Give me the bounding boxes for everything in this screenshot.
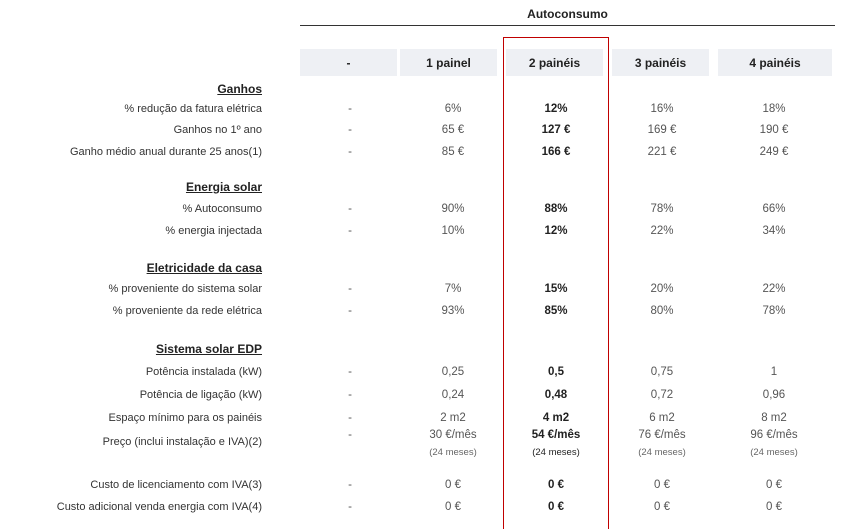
table-cell: 12% — [544, 103, 568, 115]
table-cell: - — [348, 501, 352, 513]
table-cell: 127 € — [541, 124, 571, 136]
row-label: Ganhos no 1º ano — [173, 124, 262, 136]
table-cell: 6% — [444, 103, 462, 115]
table-cell: 18% — [762, 103, 786, 115]
row-label: % energia injectada — [165, 225, 262, 237]
row-label: Potência de ligação (kW) — [139, 389, 262, 401]
table-cell-note: (24 meses) — [750, 447, 798, 458]
table-cell: 88% — [544, 203, 568, 215]
table-cell: 85 € — [441, 146, 465, 158]
table-cell: 90% — [441, 203, 465, 215]
table-cell: 66% — [762, 203, 786, 215]
table-cell: 0 € — [445, 479, 461, 491]
column-header-label: - — [346, 56, 351, 70]
table-cell: 12% — [544, 225, 568, 237]
table-cell-note: (24 meses) — [429, 447, 477, 458]
table-cell: 34% — [762, 225, 786, 237]
table-cell: 78% — [762, 305, 786, 317]
table-cell: 0 € — [654, 479, 670, 491]
table-cell: 0,24 — [441, 389, 465, 401]
row-label: Espaço mínimo para os painéis — [108, 412, 262, 424]
column-header-0 — [300, 49, 397, 76]
table-cell: 78% — [650, 203, 674, 215]
table-cell: 16% — [650, 103, 674, 115]
table-cell: 15% — [544, 283, 568, 295]
table-cell: 6 m2 — [649, 412, 675, 424]
column-header-3 — [612, 49, 709, 76]
row-label: Potência instalada (kW) — [145, 366, 262, 378]
section-heading: Eletricidade da casa — [146, 261, 262, 275]
column-header-1 — [400, 49, 497, 76]
table-cell: - — [348, 479, 352, 491]
table-cell: - — [348, 225, 352, 237]
row-label: Preço (inclui instalação e IVA)(2) — [102, 436, 262, 448]
table-cell: - — [348, 146, 352, 158]
table-cell: 221 € — [647, 146, 677, 158]
table-cell: 22% — [650, 225, 674, 237]
table-cell: 0,48 — [544, 389, 568, 401]
table-cell: 80% — [650, 305, 674, 317]
table-cell: 0 € — [548, 479, 564, 491]
table-cell: 2 m2 — [440, 412, 466, 424]
table-cell: - — [348, 305, 352, 317]
column-header-label: 4 painéis — [749, 56, 801, 70]
table-cell: - — [348, 389, 352, 401]
table-cell: 0 € — [654, 501, 670, 513]
table-cell: 169 € — [647, 124, 677, 136]
title-divider — [300, 25, 835, 26]
table-cell: - — [348, 412, 352, 424]
table-cell: 0,96 — [762, 389, 786, 401]
column-header-label: 1 painel — [426, 56, 471, 70]
row-label: Custo de licenciamento com IVA(3) — [90, 479, 262, 491]
section-heading: Ganhos — [217, 82, 262, 96]
table-cell: 65 € — [441, 124, 465, 136]
table-cell: 30 €/mês — [429, 429, 477, 441]
table-cell-note: (24 meses) — [638, 447, 686, 458]
table-cell: - — [348, 366, 352, 378]
table-cell: - — [348, 429, 352, 441]
table-cell: 0 € — [445, 501, 461, 513]
table-cell: 190 € — [759, 124, 789, 136]
column-header-label: 3 painéis — [634, 56, 687, 70]
row-label: Ganho médio anual durante 25 anos(1) — [69, 146, 262, 158]
table-cell: 249 € — [759, 146, 789, 158]
table-cell: - — [348, 203, 352, 215]
table-cell: 76 €/mês — [638, 429, 686, 441]
table-cell: 96 €/mês — [750, 429, 798, 441]
table-cell: 0 € — [766, 479, 782, 491]
table-cell: 93% — [441, 305, 465, 317]
section-heading: Sistema solar EDP — [155, 342, 262, 356]
table-cell: - — [348, 124, 352, 136]
table-cell-note: (24 meses) — [532, 447, 580, 458]
table-cell: 0 € — [548, 501, 564, 513]
column-header-4 — [718, 49, 832, 76]
highlighted-column-frame — [503, 37, 609, 529]
row-label: Custo adicional venda energia com IVA(4) — [56, 501, 262, 513]
table-cell: 22% — [762, 283, 786, 295]
table-cell: 0,75 — [650, 366, 674, 378]
table-cell: 7% — [444, 283, 462, 295]
table-cell: 0 € — [766, 501, 782, 513]
table-cell: 10% — [441, 225, 465, 237]
row-label: % redução da fatura elétrica — [124, 103, 262, 115]
table-cell: 166 € — [541, 146, 571, 158]
row-label: % proveniente do sistema solar — [108, 283, 262, 295]
row-label: % proveniente da rede elétrica — [112, 305, 262, 317]
table-cell: 85% — [544, 305, 568, 317]
table-cell: 1 — [770, 366, 778, 378]
table-cell: 8 m2 — [761, 412, 787, 424]
section-heading: Energia solar — [185, 180, 262, 194]
row-label: % Autoconsumo — [182, 203, 262, 215]
table-cell: 20% — [650, 283, 674, 295]
table-cell: - — [348, 283, 352, 295]
row-labels — [0, 0, 262, 529]
table-cell: - — [348, 103, 352, 115]
table-cell: 4 m2 — [542, 412, 570, 424]
column-header-label: 2 painéis — [528, 56, 581, 70]
table-cell: 0,72 — [650, 389, 674, 401]
table-cell: 54 €/mês — [531, 429, 581, 441]
table-title: Autoconsumo — [527, 7, 608, 21]
table-cell: 0,5 — [548, 366, 564, 378]
table-cell: 0,25 — [441, 366, 465, 378]
